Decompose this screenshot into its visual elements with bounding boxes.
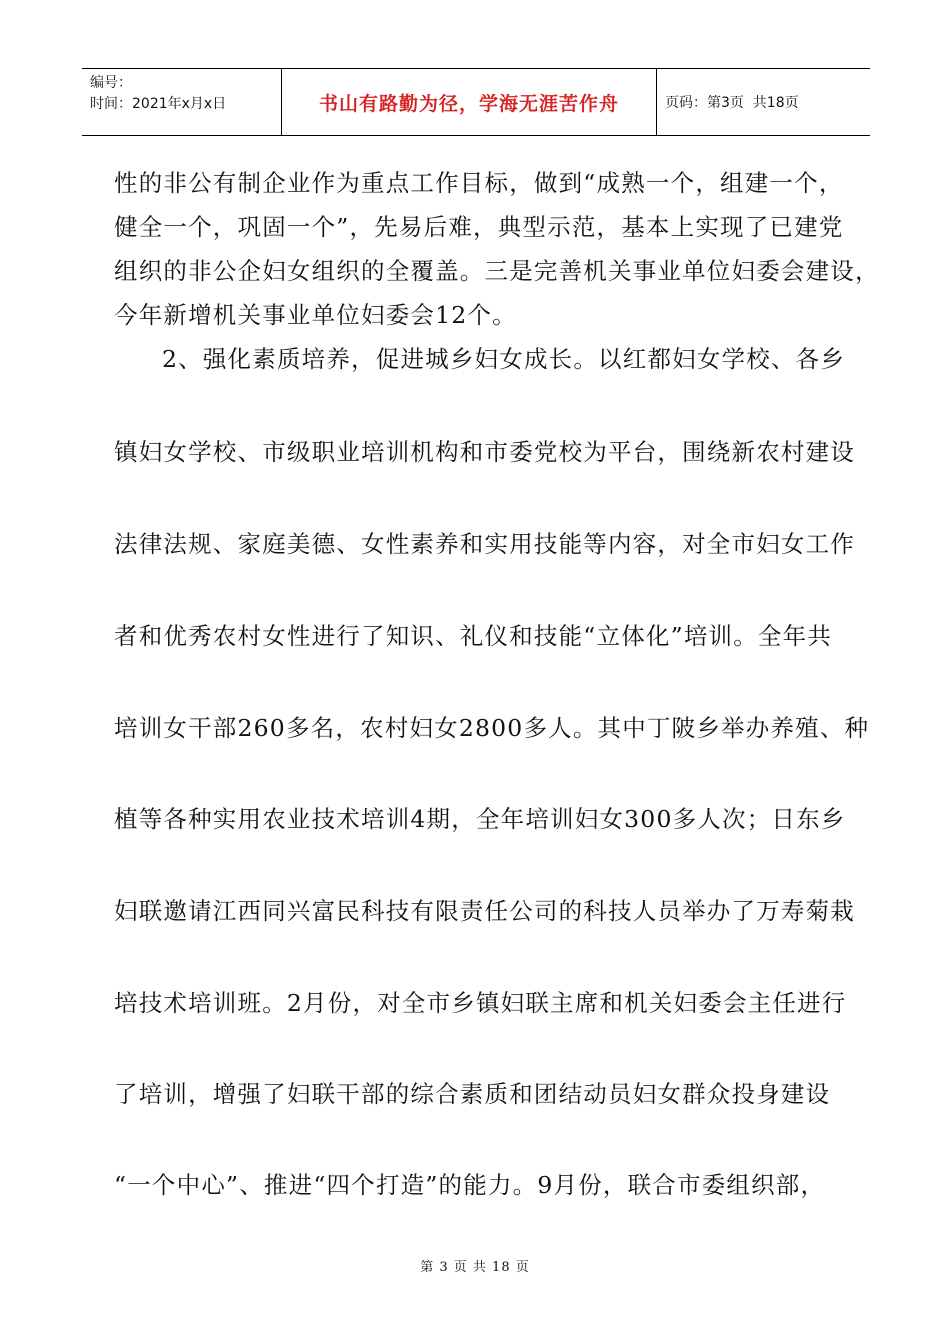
body-line: 培训女干部260多名，农村妇女2800多人。其中丁陂乡举办养殖、种 — [114, 714, 870, 742]
body-line: “一个中心”、推进“四个打造”的能力。9月份，联合市委组织部， — [114, 1171, 826, 1199]
document-number-label: 编号： — [90, 75, 132, 91]
body-line: 培技术培训班。2月份，对全市乡镇妇联主席和机关妇委会主任进行 — [114, 989, 847, 1017]
document-date-label: 时间：2021年x月x日 — [90, 96, 227, 112]
page-footer: 第 3 页 共 18 页 — [420, 1260, 530, 1275]
body-line: 性的非公有制企业作为重点工作目标，做到“成熟一个，组建一个， — [114, 169, 844, 197]
body-line: 今年新增机关事业单位妇委会12个。 — [114, 301, 517, 329]
body-line: 了培训，增强了妇联干部的综合素质和团结动员妇女群众投身建设 — [114, 1080, 831, 1108]
header-meta — [82, 69, 282, 135]
body-line: 者和优秀农村女性进行了知识、礼仪和技能“立体化”培训。全年共 — [114, 622, 833, 650]
page-header — [82, 68, 870, 136]
header-motto: 书山有路勤为径，学海无涯苦作舟 — [282, 69, 657, 135]
body-line: 健全一个，巩固一个”，先易后难，典型示范，基本上实现了已建党 — [114, 213, 844, 241]
body-line: 法律法规、家庭美德、女性素养和实用技能等内容，对全市妇女工作 — [114, 530, 855, 558]
body-line: 妇联邀请江西同兴富民科技有限责任公司的科技人员举办了万寿菊栽 — [114, 897, 855, 925]
header-page-info: 页码：第3页 共18页 — [665, 95, 799, 111]
body-line: 植等各种实用农业技术培训4期，全年培训妇女300多人次；日东乡 — [114, 805, 846, 833]
body-line: 组织的非公企妇女组织的全覆盖。三是完善机关事业单位妇委会建设， — [114, 257, 880, 285]
body-line: 镇妇女学校、市级职业培训机构和市委党校为平台，围绕新农村建设 — [114, 438, 855, 466]
paragraph-first-line: 2、强化素质培养，促进城乡妇女成长。以红都妇女学校、各乡 — [162, 345, 846, 373]
